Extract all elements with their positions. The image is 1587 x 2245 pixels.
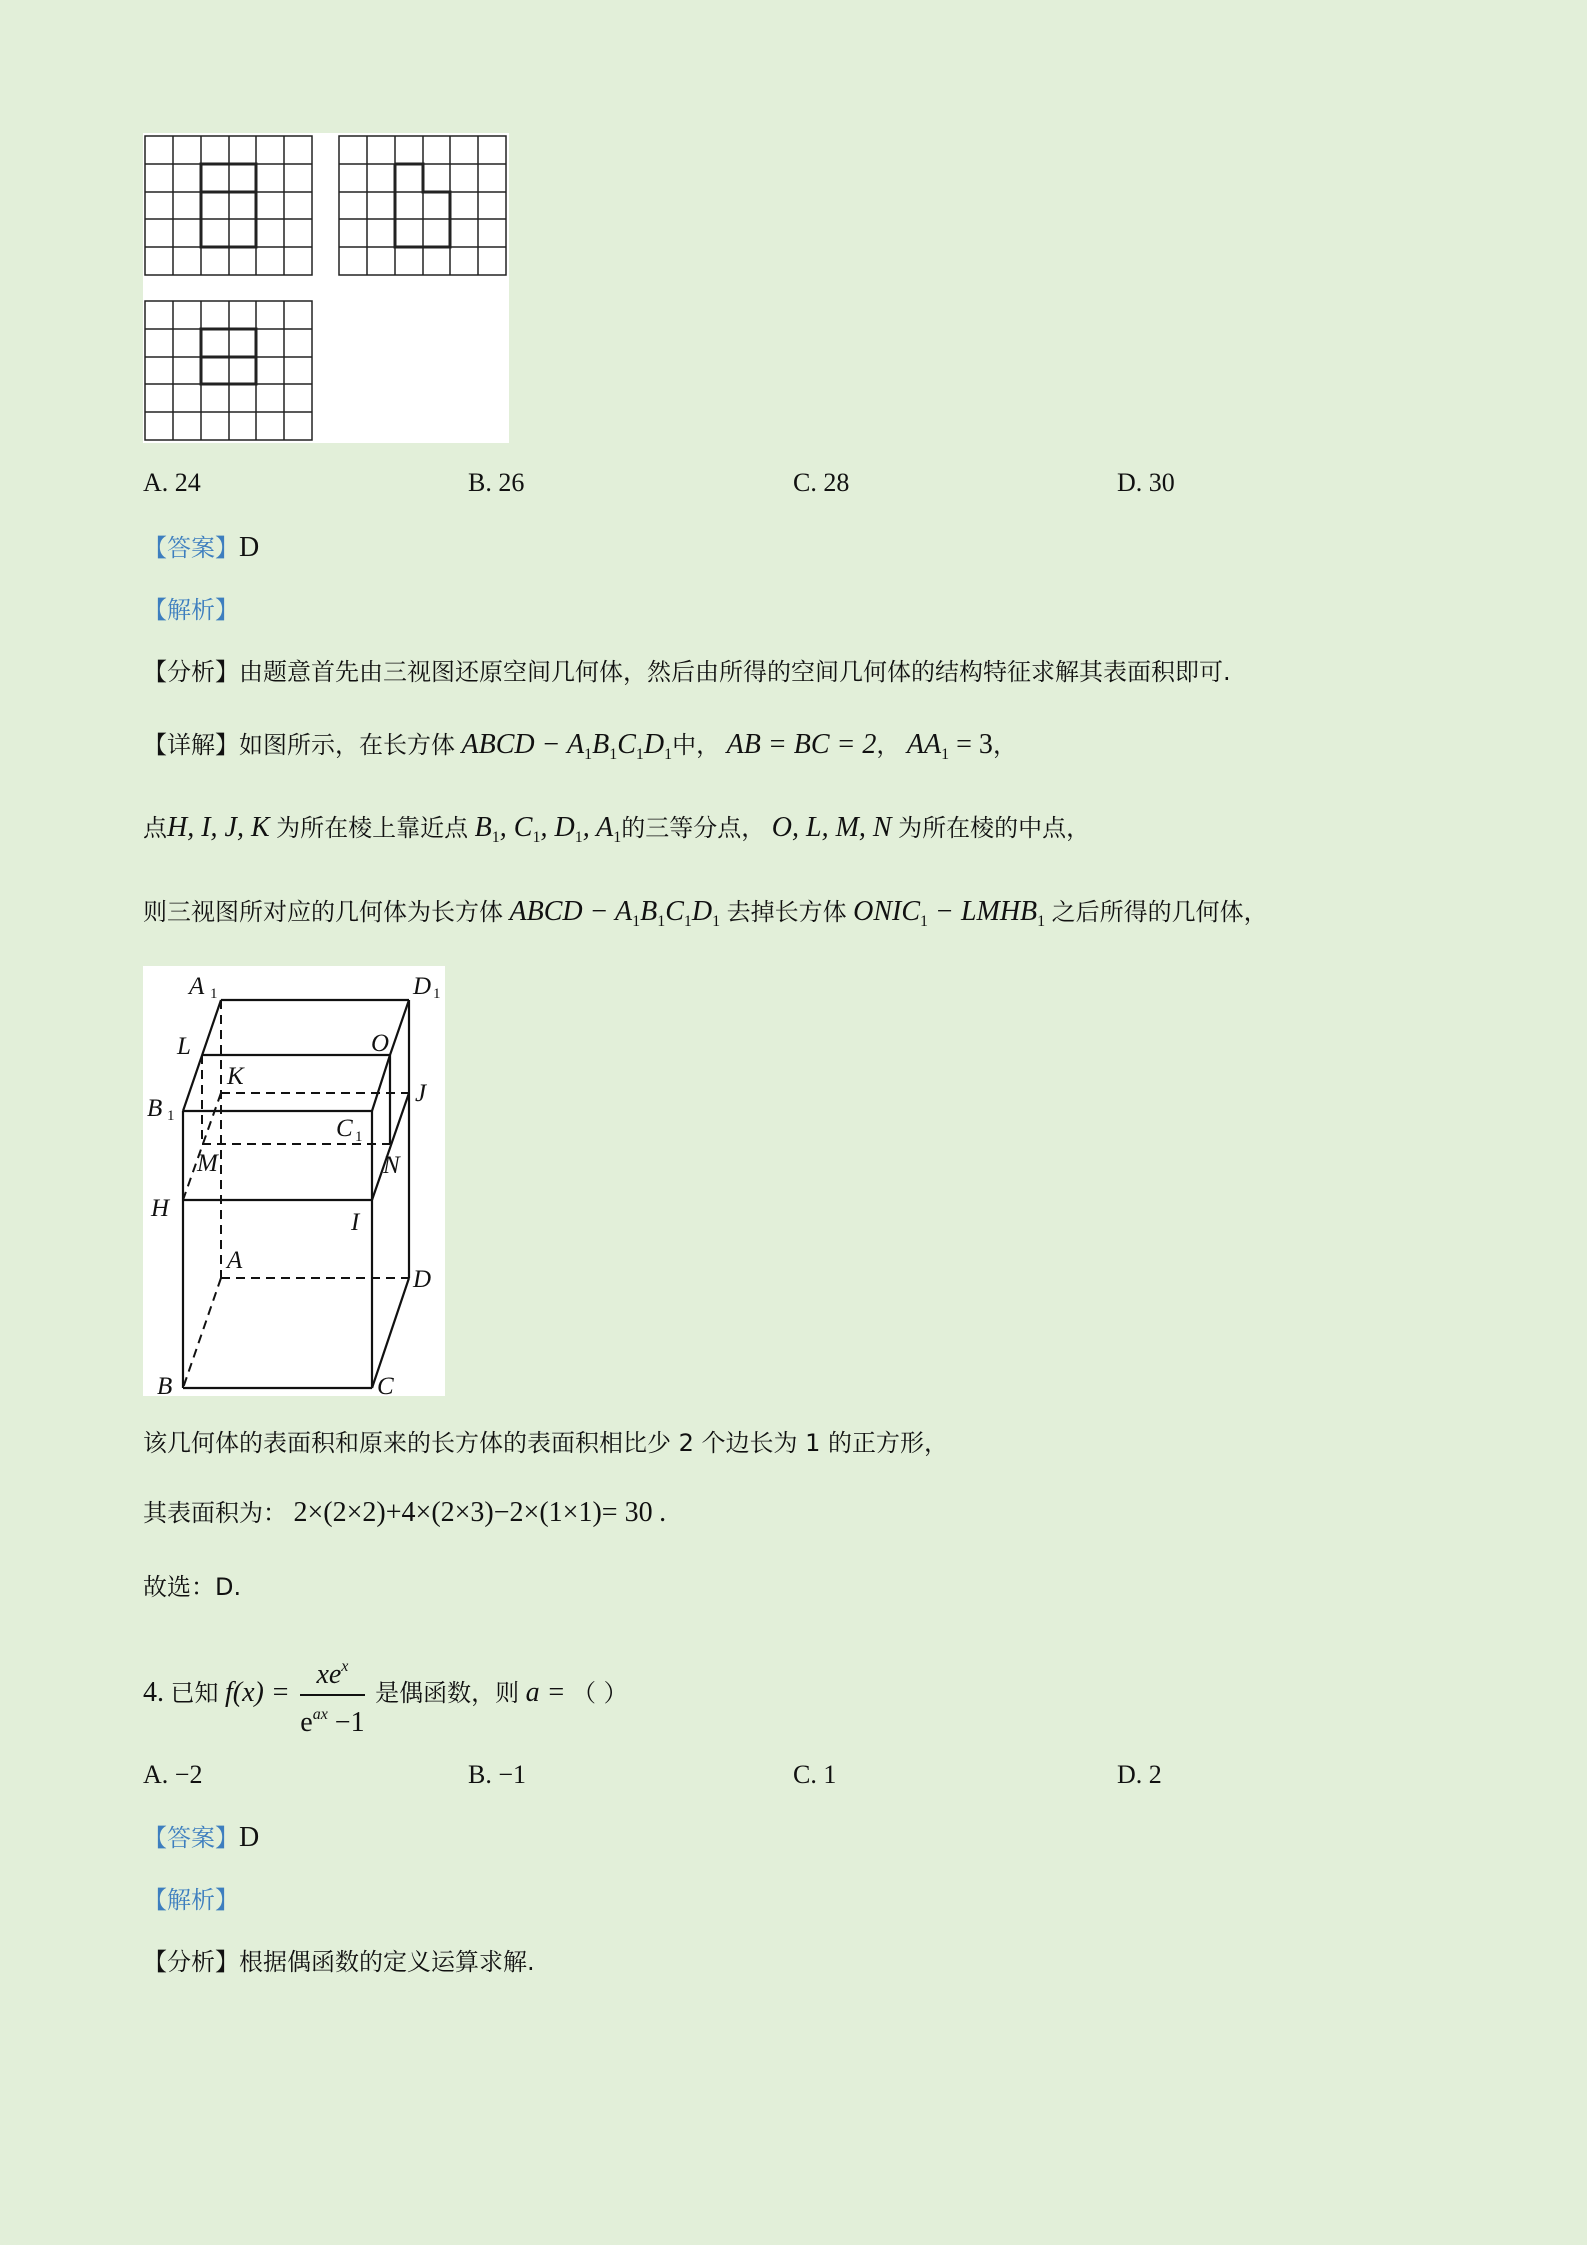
label-h: H [151, 1195, 170, 1222]
fraction: $\frac{xe^x}{e^{ax} -1}$ [300, 1650, 364, 1740]
answer-tag: 【答案】 [143, 1824, 239, 1852]
label-b: B [157, 1373, 173, 1396]
q3-option-d: D. 30 [1117, 468, 1175, 497]
q4-option-d: D. 2 [1117, 1760, 1162, 1789]
q3-detail-line5 [143, 1496, 666, 1530]
q4-option-a: A. −2 [143, 1760, 203, 1789]
three-views-figure [143, 133, 509, 443]
fenxi-tag: 【分析】 [143, 658, 239, 686]
q4-stem [143, 1650, 628, 1738]
q3-option-a: A. 24 [143, 468, 201, 497]
q3-detail-line1 [143, 728, 1017, 772]
answer-value: D [239, 1822, 260, 1853]
q3-detail-line6 [143, 1570, 241, 1604]
q4-answer [143, 1821, 259, 1855]
points-b1c1d1a1: $B_1$, $C_1$, $D_1$, $A_1$ [474, 812, 622, 846]
label-o: O [371, 1030, 390, 1057]
svg-text:1: 1 [433, 986, 441, 1002]
text: 则三视图所对应的几何体为长方体 [143, 898, 503, 926]
period: . [659, 1497, 667, 1528]
cuboid-name: ABCD − $A_1B_1C_1D_1$ [461, 729, 673, 763]
q4-option-c: C. 1 [793, 1760, 837, 1789]
q4-analysis-heading [143, 1883, 239, 1917]
text: 去掉长方体 [726, 898, 847, 926]
equation-ab-bc: AB = BC = 2 [726, 729, 877, 760]
label-d: D [413, 1266, 432, 1293]
separator: ， [876, 731, 901, 759]
points-olmn: O, L, M, N [771, 812, 892, 843]
label-k: K [227, 1063, 244, 1090]
q4-option-b: B. −1 [468, 1760, 527, 1789]
answer-blank: （ ） [572, 1678, 628, 1707]
cuboid-figure [143, 966, 445, 1396]
label-l: L [177, 1033, 191, 1060]
label-i: I [351, 1209, 360, 1236]
text: 其表面积为： [143, 1499, 287, 1527]
three-views-drawing [143, 133, 509, 443]
text: 为所在棱的中点， [898, 814, 1091, 842]
text: 已知 [170, 1678, 219, 1707]
q3-detail-line4 [143, 1426, 948, 1460]
question-number: 4. [143, 1676, 164, 1708]
label-c: C [377, 1373, 394, 1396]
function-name: f(x) = [225, 1676, 290, 1708]
q3-answer [143, 531, 259, 565]
svg-text:1: 1 [210, 986, 218, 1002]
analysis-tag: 【解析】 [143, 596, 239, 624]
text: 点 [143, 814, 167, 842]
label-c1: C [336, 1115, 353, 1142]
label-d1: D [413, 973, 432, 1000]
q3-option-c: C. 28 [793, 468, 850, 497]
fenxi-text: 由题意首先由三视图还原空间几何体，然后由所得的空间几何体的结构特征求解其表面积即可. [239, 658, 1231, 686]
label-j: J [415, 1080, 427, 1107]
removed-cuboid: $ONIC_1$ − $LMHB_1$ [853, 896, 1046, 930]
points-hijk: H, I, J, K [167, 812, 270, 843]
detail-text-mid: 中， [672, 731, 721, 759]
svg-text:1: 1 [355, 1129, 363, 1145]
surface-area-equation: 2×(2×2)+4×(2×3)−2×(1×1)= 30 [293, 1497, 653, 1528]
text: 故选：D. [143, 1573, 242, 1601]
text: 之后所得的几何体， [1051, 898, 1268, 926]
fenxi-text: 根据偶函数的定义运算求解. [239, 1948, 535, 1976]
q3-option-b: B. 26 [468, 468, 525, 497]
text: 该几何体的表面积和原来的长方体的表面积相比少 2 个边长为 1 的正方形， [143, 1429, 949, 1457]
label-n: N [383, 1152, 400, 1179]
text: 的三等分点， [621, 814, 766, 842]
q3-analysis-heading [143, 593, 239, 627]
comma: ， [992, 731, 1017, 759]
label-a: A [227, 1247, 243, 1274]
detail-tag: 【详解】 [143, 731, 239, 759]
label-b1: B [147, 1095, 163, 1122]
q4-fenxi [143, 1945, 535, 1979]
detail-text: 如图所示，在长方体 [239, 731, 455, 759]
analysis-tag: 【解析】 [143, 1886, 239, 1914]
label-m: M [197, 1150, 218, 1177]
text: 是偶函数，则 [375, 1678, 520, 1707]
equation-aa1: $AA_1 = 3$ [906, 729, 993, 763]
svg-text:1: 1 [167, 1108, 175, 1124]
text: 为所在棱上靠近点 [276, 814, 469, 842]
q3-detail-line2 [143, 811, 1090, 855]
q3-detail-line3 [143, 895, 1268, 939]
label-a1: A [189, 973, 205, 1000]
cuboid-name: ABCD − $A_1B_1C_1D_1$ [509, 896, 721, 930]
answer-value: D [239, 532, 260, 563]
variable-a: a = [525, 1676, 566, 1708]
cuboid-drawing [143, 966, 445, 1396]
q3-fenxi [143, 655, 1231, 689]
answer-tag: 【答案】 [143, 534, 239, 562]
fenxi-tag: 【分析】 [143, 1948, 239, 1976]
